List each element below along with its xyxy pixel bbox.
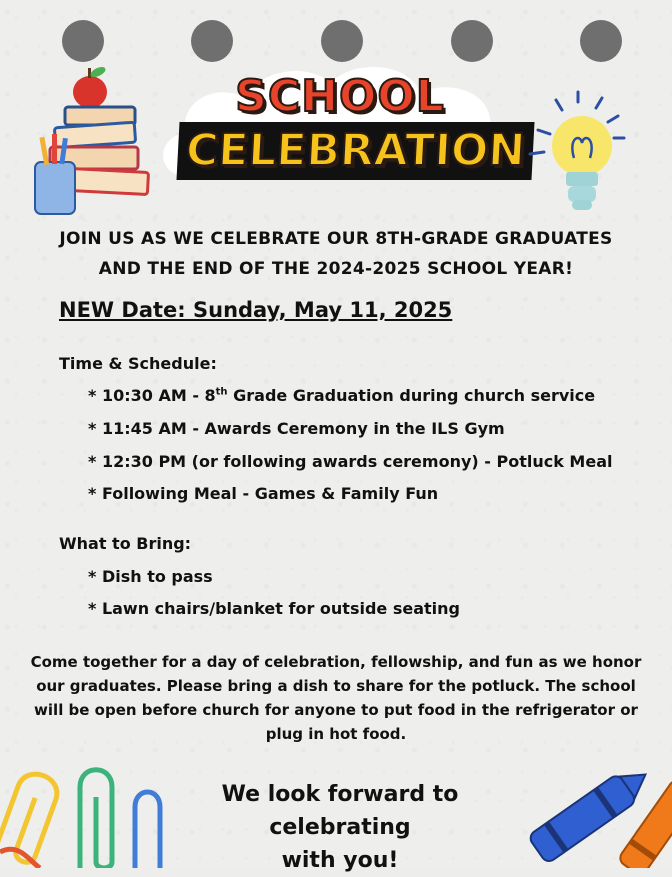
description-paragraph: Come together for a day of celebration, fellowship, and fun as we honor our graduates. Please bring a dish to share for the potluck. The school will be open before church for anyone to put food in the refrigerator or plug in hot food. <box>30 653 642 743</box>
binder-hole <box>62 20 104 62</box>
schedule-item <box>88 386 595 405</box>
binder-hole <box>451 20 493 62</box>
title-school: SCHOOL <box>235 71 445 122</box>
closing-line-1: We look forward to celebrating <box>221 782 459 840</box>
bring-item: * Lawn chairs/blanket for outside seating <box>88 599 460 618</box>
binder-hole <box>191 20 233 62</box>
bring-label: What to Bring: <box>59 534 192 553</box>
binder-hole <box>580 20 622 62</box>
schedule-item-text: * 10:30 AM - 8 <box>88 386 216 405</box>
schedule-item: * Following Meal - Games & Family Fun <box>88 484 439 503</box>
paperclips-icon <box>0 752 175 868</box>
schedule-item: * 12:30 PM (or following awards ceremony) - Potluck Meal <box>88 452 613 471</box>
schedule-item-text: Grade Graduation during church service <box>227 386 596 405</box>
ordinal-suffix: th <box>215 386 228 398</box>
title-block <box>178 71 527 180</box>
closing-line-2: with you! <box>281 848 399 873</box>
schedule-item: * 11:45 AM - Awards Ceremony in the ILS Gym <box>88 419 505 438</box>
bring-item: * Dish to pass <box>88 567 213 586</box>
books-apple-icon <box>30 62 155 222</box>
schedule-label: Time & Schedule: <box>59 354 217 373</box>
intro-line-2: AND THE END OF THE 2024-2025 SCHOOL YEAR! <box>98 259 574 279</box>
intro-line-1: JOIN US AS WE CELEBRATE OUR 8TH-GRADE GRADUATES <box>59 229 613 249</box>
intro-text <box>40 224 632 284</box>
closing-message <box>150 778 530 877</box>
binder-hole <box>321 20 363 62</box>
lightbulb-icon <box>528 88 640 223</box>
crayons-icon <box>510 744 672 868</box>
title-celebration: CELEBRATION <box>176 122 534 180</box>
event-date: NEW Date: Sunday, May 11, 2025 <box>59 298 453 322</box>
